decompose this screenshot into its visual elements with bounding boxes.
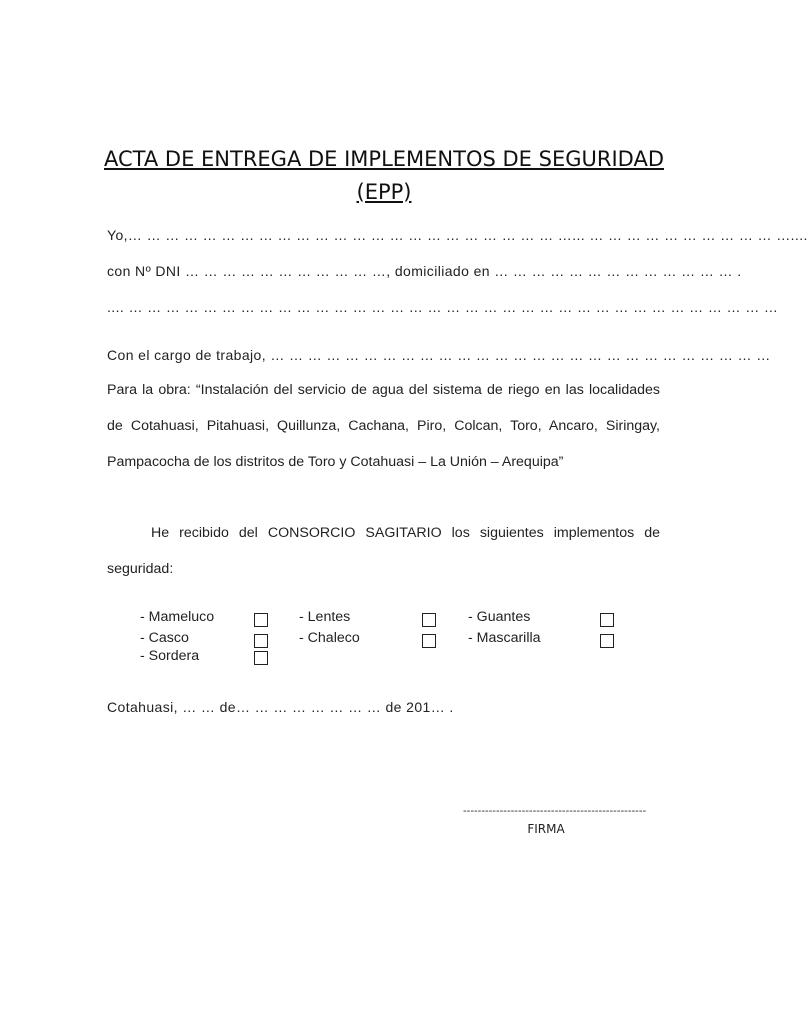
name-line: Yo,… … … … … … … … … … … … … … … … … … … … … … … …... … … … … … … … … … … …....	[107, 227, 808, 243]
item-chaleco-checkbox[interactable]	[422, 634, 436, 648]
title-line-2: (EPP)	[356, 180, 412, 204]
item-chaleco-label: - Chaleco	[299, 630, 360, 646]
item-casco-checkbox[interactable]	[254, 634, 268, 648]
job-title-line: Con el cargo de trabajo, … … … … … … … … … … … … … … … … … … … … … … … … … … …	[107, 347, 771, 363]
project-paragraph	[107, 373, 660, 480]
item-mascarilla-label: - Mascarilla	[468, 630, 541, 646]
item-lentes-label: - Lentes	[299, 609, 351, 625]
signature-label: FIRMA	[527, 822, 565, 836]
title-line-1: ACTA DE ENTREGA DE IMPLEMENTOS DE SEGURIDAD	[104, 147, 664, 171]
received-text: He recibido del CONSORCIO SAGITARIO los siguientes implementos de seguridad:	[107, 525, 660, 577]
project-text: Para la obra: “Instalación del servicio de agua del sistema de riego en las localidades de Cotahuasi, Pitahuasi, Quillunza, Cachana, Piro, Colcan, Toro, Ancaro, Siringay, Pampacocha de los distritos de Toro y Cotahuasi – La Unión – Arequipa”	[107, 382, 660, 470]
address-continuation-line: .... … … … … … … … … … … … … … … … … … … … … … … … … … … … … … … … … … … …	[107, 299, 779, 315]
received-paragraph	[107, 516, 660, 588]
signature-line: --------------------------------------------------	[463, 805, 647, 817]
item-mascarilla-checkbox[interactable]	[600, 634, 614, 648]
item-guantes-label: - Guantes	[468, 609, 531, 625]
item-guantes-checkbox[interactable]	[600, 613, 614, 627]
dni-address-line: con Nº DNI … … … … … … … … … … …, domiciliado en … … … … … … … … … … … … … .	[107, 263, 742, 279]
item-casco-label: - Casco	[140, 630, 189, 646]
document-title	[100, 143, 668, 209]
item-sordera-label: - Sordera	[140, 648, 200, 664]
item-mameluco-checkbox[interactable]	[254, 613, 268, 627]
date-line: Cotahuasi, … … de… … … … … … … … de 201… .	[107, 699, 454, 715]
item-mameluco-label: - Mameluco	[140, 609, 215, 625]
item-sordera-checkbox[interactable]	[254, 651, 268, 665]
item-lentes-checkbox[interactable]	[422, 613, 436, 627]
